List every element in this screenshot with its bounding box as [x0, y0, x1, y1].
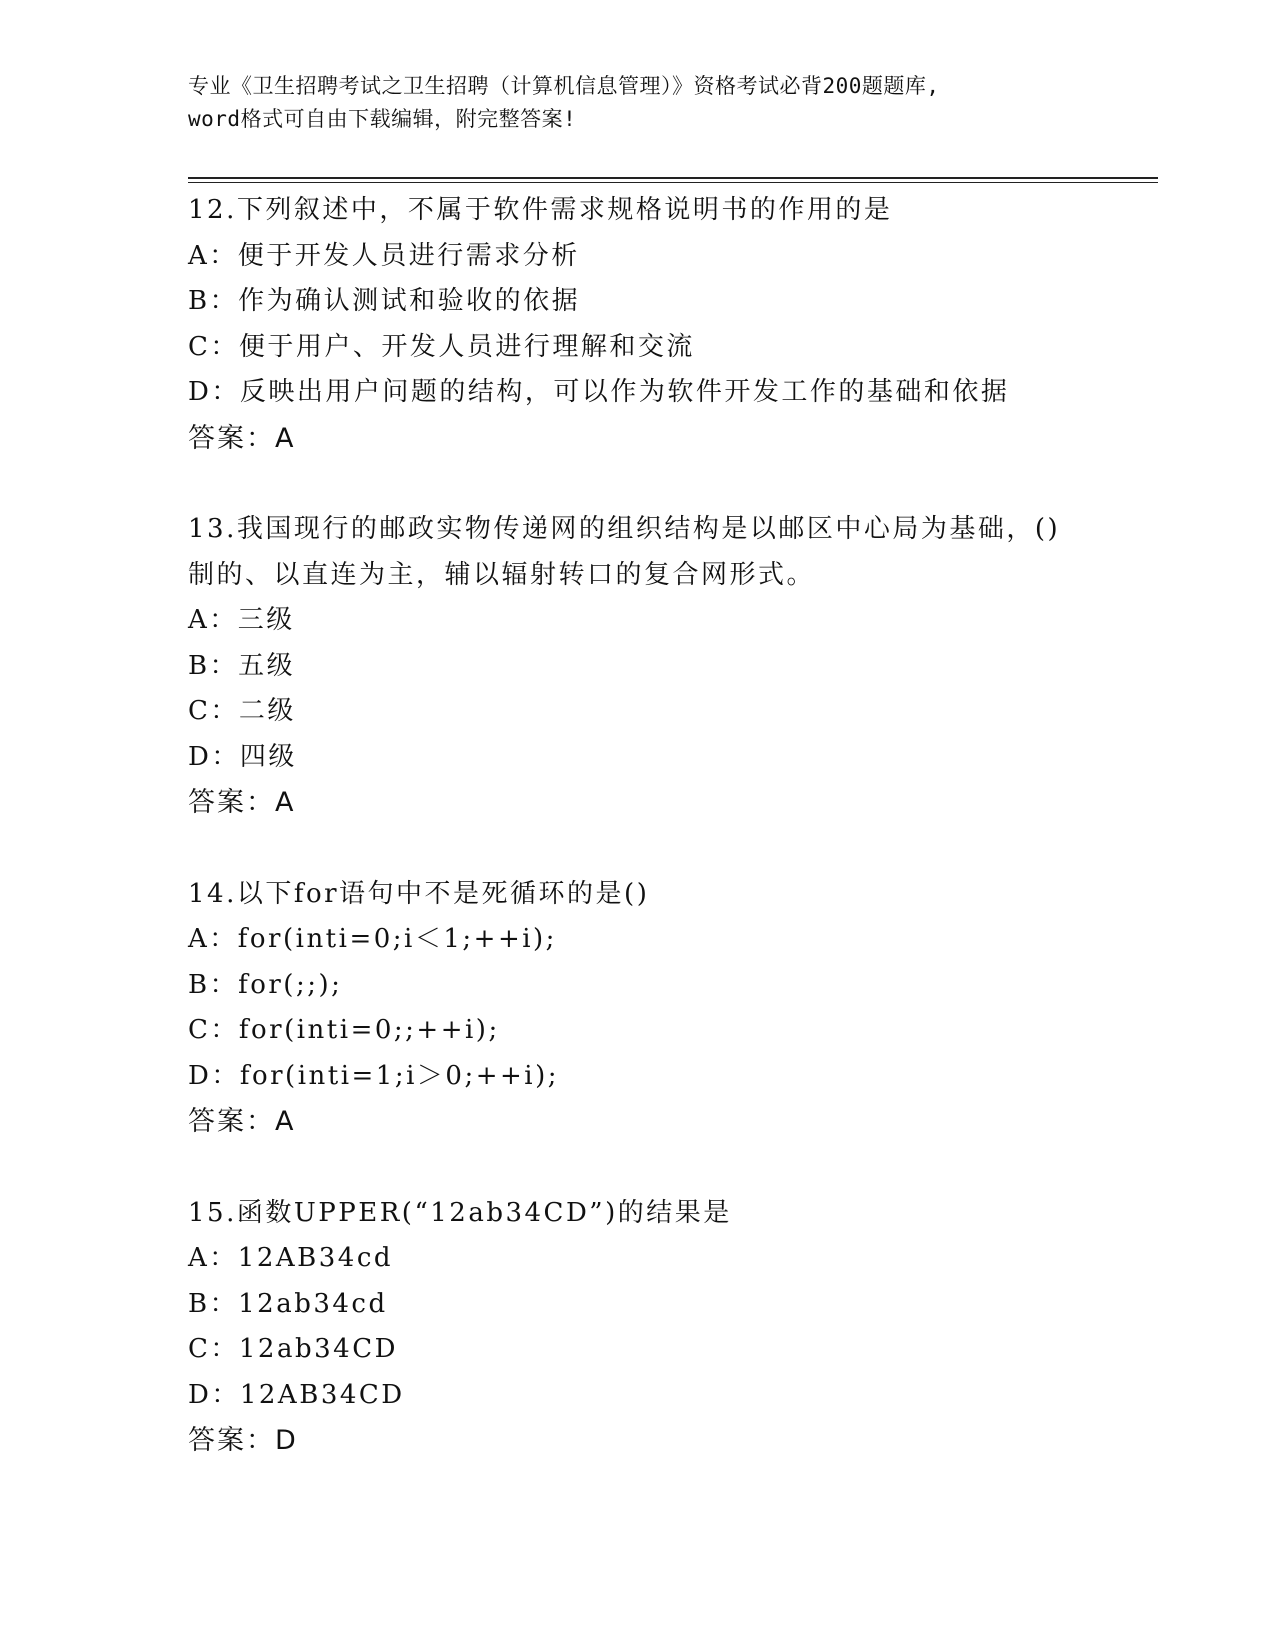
option-a: A：三级	[188, 605, 295, 635]
option-a: A：for(inti=0;i＜1;++i);	[188, 924, 557, 954]
question-14	[188, 872, 1148, 1145]
question-list	[188, 188, 1148, 1510]
option-b: B：五级	[188, 650, 296, 681]
question-13	[188, 507, 1148, 826]
option-d: D：反映出用户问题的结构，可以作为软件开发工作的基础和依据	[188, 377, 1010, 407]
document-header	[188, 70, 1088, 136]
question-stem: 14.以下for语句中不是死循环的是()	[188, 878, 650, 909]
option-d: D：四级	[188, 741, 297, 772]
option-a: A：12AB34cd	[188, 1243, 394, 1273]
question-15	[188, 1191, 1148, 1464]
question-stem-continued: 制的、以直连为主，辅以辐射转口的复合网形式。	[188, 559, 816, 590]
option-b: B：for(;;);	[188, 969, 343, 1000]
option-d: D：for(inti=1;i＞0;++i);	[188, 1060, 560, 1091]
question-stem: 13.我国现行的邮政实物传递网的组织结构是以邮区中心局为基础，()	[188, 514, 1061, 544]
question-12	[188, 188, 1148, 461]
question-stem: 15.函数UPPER(“12ab34CD”)的结果是	[188, 1197, 732, 1228]
answer-label: 答案：D	[188, 1425, 298, 1456]
option-c: C：便于用户、开发人员进行理解和交流	[188, 331, 695, 362]
option-b: B：作为确认测试和验收的依据	[188, 286, 581, 316]
header-divider-thick	[188, 177, 1158, 179]
header-line-1: 专业《卫生招聘考试之卫生招聘（计算机信息管理）》资格考试必背200题题库,	[188, 74, 940, 98]
answer-label: 答案：A	[188, 422, 296, 454]
option-b: B：12ab34cd	[188, 1288, 388, 1319]
header-line-2: word格式可自由下载编辑，附完整答案!	[188, 107, 577, 131]
option-c: C：for(inti=0;;++i);	[188, 1015, 500, 1045]
answer-label: 答案：A	[188, 1106, 296, 1137]
header-divider-thin	[188, 182, 1158, 183]
answer-label: 答案：A	[188, 787, 296, 818]
option-c: C：二级	[188, 696, 296, 726]
option-a: A：便于开发人员进行需求分析	[188, 240, 580, 271]
option-c: C：12ab34CD	[188, 1334, 398, 1364]
option-d: D：12AB34CD	[188, 1379, 405, 1410]
question-stem: 12.下列叙述中，不属于软件需求规格说明书的作用的是	[188, 195, 893, 225]
